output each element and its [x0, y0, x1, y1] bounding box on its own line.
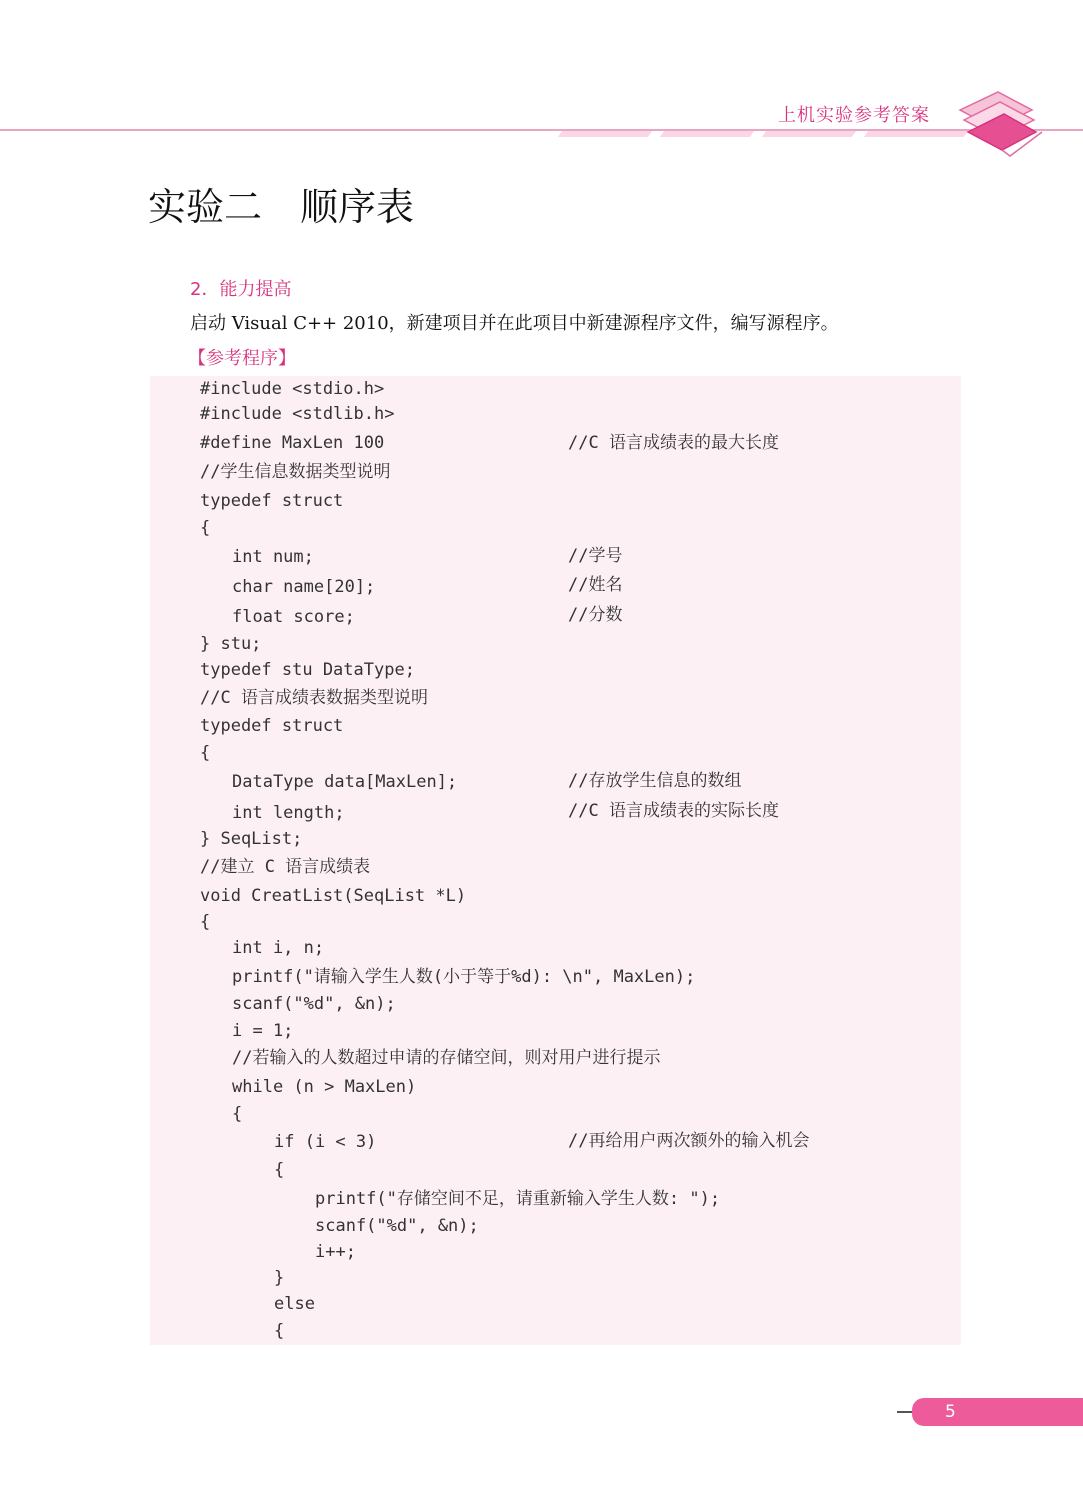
stacked-books-icon	[950, 80, 1050, 160]
code-line: int num;	[232, 547, 314, 567]
code-line: {	[200, 912, 211, 932]
code-line: int length;	[232, 803, 345, 823]
code-line: //建立 C 语言成绩表	[200, 857, 371, 877]
page-number-tab	[912, 1398, 1083, 1426]
code-line: #define MaxLen 100	[200, 433, 385, 453]
code-listing	[150, 376, 961, 1345]
code-comment: //学号	[568, 546, 623, 566]
page-number: 5	[945, 1402, 956, 1422]
code-comment: //分数	[568, 605, 623, 625]
code-line: #include <stdio.h>	[200, 379, 385, 399]
code-line: scanf("%d", &n);	[315, 1216, 479, 1236]
code-line: scanf("%d", &n);	[232, 994, 396, 1014]
code-line: {	[200, 518, 211, 538]
code-line: typedef struct	[200, 491, 344, 511]
header-stripe	[558, 131, 652, 137]
code-comment: //C 语言成绩表的最大长度	[568, 433, 779, 453]
code-line: {	[232, 1104, 243, 1124]
code-line: //若输入的人数超过申请的存储空间，则对用户进行提示	[232, 1048, 661, 1068]
reference-program-label: 【参考程序】	[188, 348, 296, 369]
code-line: int i, n;	[232, 938, 325, 958]
code-line: printf("存储空间不足，请重新输入学生人数: ");	[315, 1189, 721, 1209]
code-line: //学生信息数据类型说明	[200, 462, 391, 482]
code-line: } SeqList;	[200, 829, 303, 849]
code-line: typedef struct	[200, 716, 344, 736]
header-stripe	[762, 131, 856, 137]
code-line: else	[274, 1294, 315, 1314]
code-comment: //存放学生信息的数组	[568, 771, 742, 791]
code-line: } stu;	[200, 634, 262, 654]
code-line: }	[274, 1268, 285, 1288]
code-line: typedef stu DataType;	[200, 660, 415, 680]
code-line: i = 1;	[232, 1021, 294, 1041]
code-line: {	[200, 743, 211, 763]
code-line: #include <stdlib.h>	[200, 404, 395, 424]
code-line: void CreatList(SeqList *L)	[200, 886, 467, 906]
header-title: 上机实验参考答案	[778, 105, 930, 126]
code-comment: //再给用户两次额外的输入机会	[568, 1131, 810, 1151]
code-line: float score;	[232, 607, 355, 627]
section-heading: 2．能力提高	[190, 279, 292, 300]
code-line: i++;	[315, 1242, 356, 1262]
code-comment: //C 语言成绩表的实际长度	[568, 801, 779, 821]
header-stripe	[660, 131, 754, 137]
code-line: DataType data[MaxLen];	[232, 772, 458, 792]
code-line: {	[274, 1321, 285, 1341]
page-title: 实验二 顺序表	[148, 185, 415, 229]
code-line: {	[274, 1160, 285, 1180]
intro-paragraph: 启动 Visual C++ 2010，新建项目并在此项目中新建源程序文件，编写源程序。	[190, 313, 839, 334]
code-line: char name[20];	[232, 577, 376, 597]
code-line: printf("请输入学生人数(小于等于%d): \n", MaxLen);	[232, 967, 696, 987]
code-line: //C 语言成绩表数据类型说明	[200, 688, 428, 708]
code-line: while (n > MaxLen)	[232, 1077, 417, 1097]
code-line: if (i < 3)	[274, 1132, 377, 1152]
code-comment: //姓名	[568, 575, 623, 595]
